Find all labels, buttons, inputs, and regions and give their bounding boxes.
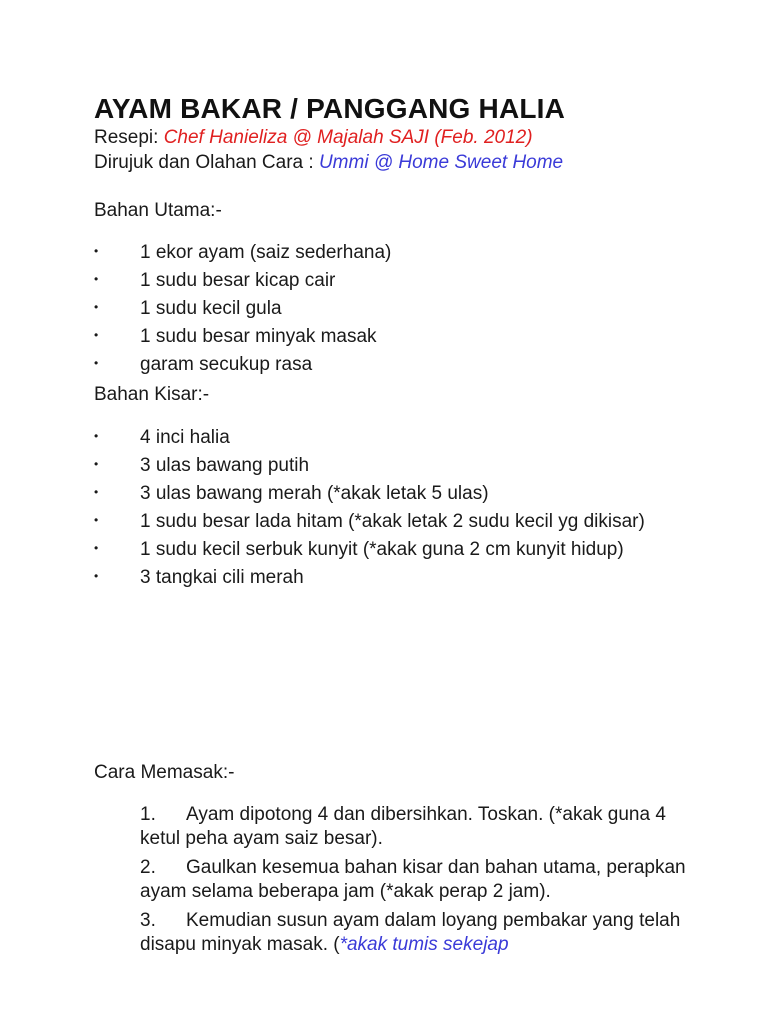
list-item: • 1 sudu besar minyak masak bbox=[94, 325, 694, 349]
bullet-icon: • bbox=[94, 485, 99, 500]
step-number: 1. bbox=[140, 804, 156, 825]
step-item bbox=[140, 856, 700, 904]
bahan-kisar-list bbox=[94, 426, 694, 594]
bullet-icon: • bbox=[94, 328, 99, 343]
step-text: Gaulkan kesemua bahan kisar dan bahan utama, perapkan ayam selama beberapa jam (*akak perap 2 jam). bbox=[140, 857, 686, 902]
list-item: • 1 sudu kecil gula bbox=[94, 297, 694, 321]
list-item: • 3 ulas bawang merah (*akak letak 5 ulas) bbox=[94, 482, 694, 506]
step-number: 2. bbox=[140, 857, 156, 878]
page-title: AYAM BAKAR / PANGGANG HALIA bbox=[94, 93, 566, 124]
bahan-utama-list bbox=[94, 241, 694, 381]
bullet-icon: • bbox=[94, 541, 99, 556]
bullet-icon: • bbox=[94, 356, 99, 371]
step-number: 3. bbox=[140, 910, 156, 931]
step-item bbox=[140, 909, 700, 957]
recipe-source-link[interactable]: Chef Hanieliza @ Majalah SAJI (Feb. 2012) bbox=[163, 127, 533, 148]
reference-link[interactable]: Ummi @ Home Sweet Home bbox=[318, 152, 564, 173]
list-item: • garam secukup rasa bbox=[94, 353, 694, 377]
bullet-icon: • bbox=[94, 300, 99, 315]
list-item: • 3 tangkai cili merah bbox=[94, 566, 694, 590]
bahan-kisar-heading: Bahan Kisar:- bbox=[94, 384, 210, 405]
list-item: • 1 ekor ayam (saiz sederhana) bbox=[94, 241, 694, 265]
list-item: • 1 sudu kecil serbuk kunyit (*akak guna 2 cm kunyit hidup) bbox=[94, 538, 694, 562]
step-text: Ayam dipotong 4 dan dibersihkan. Toskan. (*akak guna 4 ketul peha ayam saiz besar). bbox=[140, 804, 666, 849]
bullet-icon: • bbox=[94, 429, 99, 443]
list-item: • 3 ulas bawang putih bbox=[94, 454, 694, 478]
list-item: • 4 inci halia bbox=[94, 426, 694, 450]
step-note-link[interactable]: *akak tumis sekejap bbox=[339, 934, 509, 955]
bullet-icon: • bbox=[94, 272, 99, 287]
bullet-icon: • bbox=[94, 513, 99, 528]
bullet-icon: • bbox=[94, 569, 99, 584]
cara-memasak-heading: Cara Memasak:- bbox=[94, 762, 235, 783]
step-text: Kemudian susun ayam dalam loyang pembakar yang telah disapu minyak masak. ( bbox=[140, 910, 681, 955]
bullet-icon: • bbox=[94, 244, 99, 258]
step-item bbox=[140, 803, 700, 851]
list-item: • 1 sudu besar lada hitam (*akak letak 2 sudu kecil yg dikisar) bbox=[94, 510, 694, 534]
bullet-icon: • bbox=[94, 457, 99, 472]
cara-memasak-steps bbox=[140, 803, 700, 962]
reference-line bbox=[94, 151, 563, 175]
list-item: • 1 sudu besar kicap cair bbox=[94, 269, 694, 293]
bahan-utama-heading: Bahan Utama:- bbox=[94, 200, 222, 221]
recipe-source-line bbox=[94, 126, 533, 150]
reference-label: Dirujuk dan Olahan Cara : bbox=[94, 152, 319, 173]
recipe-source-label: Resepi: bbox=[94, 127, 164, 148]
